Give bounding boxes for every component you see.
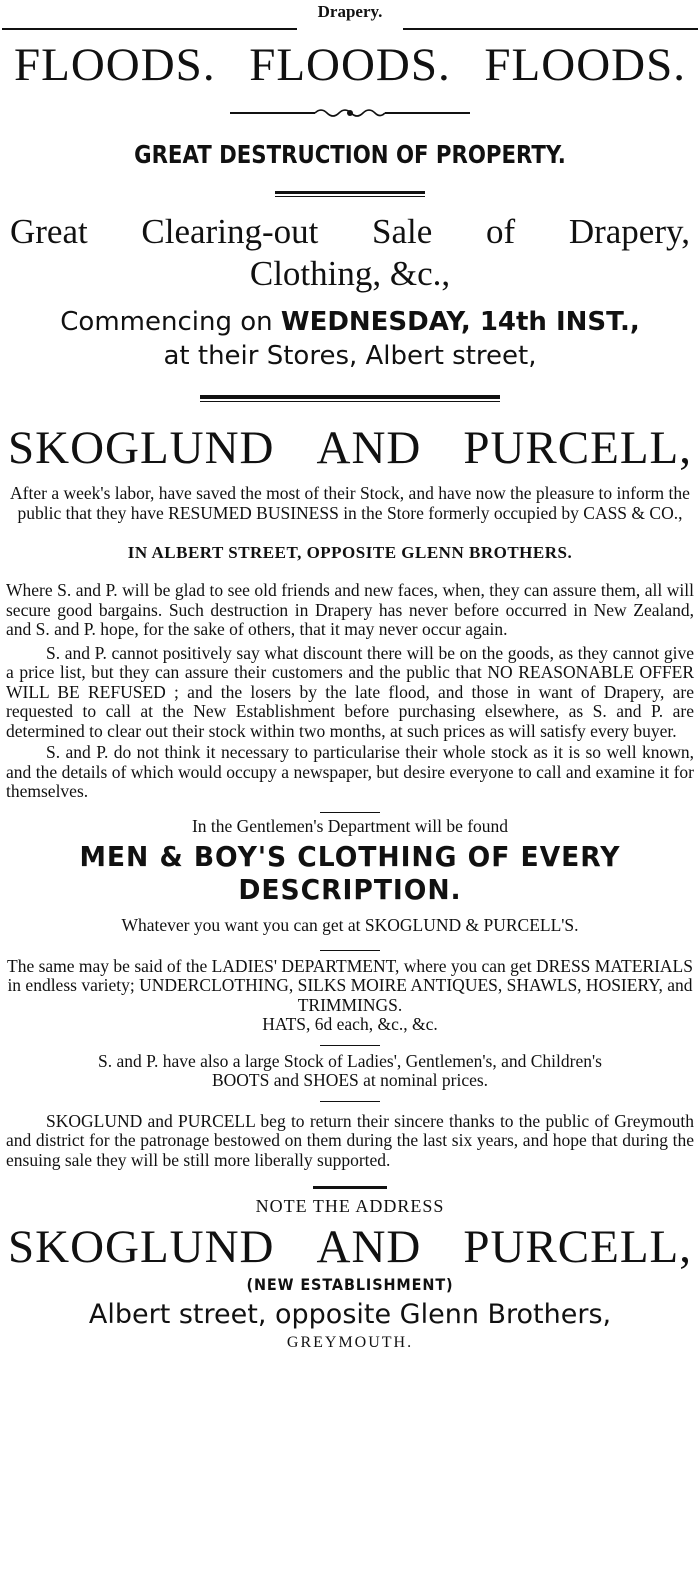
ladies-paragraph: The same may be said of the LADIES' DEPARTMENT, where you can get DRESS MATERIALS in endless variety; UNDERCLOTHING, SILKS MOIRE ANTIQUES, SHAWLS, HOSIERY, and TRIMMINGS.: [7, 955, 693, 1015]
firm-name-word: PURCELL,: [463, 1220, 692, 1273]
sale-title: [0, 211, 700, 295]
address-line: Albert street, opposite Glenn Brothers,: [88, 1298, 612, 1330]
paragraph-friends: Where S. and P. will be glad to see old friends and new faces, when, they can assure them, all will secure good bargains. Such destruction in Drapery has never before occurred in New Zealand, and S. and P. hope, for the sake of others, that it may never occur again.: [6, 580, 694, 639]
header-rule-left: [2, 28, 297, 30]
headline-floods: [0, 34, 700, 90]
section-label: Drapery.: [317, 2, 383, 21]
clothing-headline-line2: DESCRIPTION.: [238, 873, 462, 906]
sale-title-word: Clearing-out: [141, 212, 319, 251]
firm-name-word: SKOGLUND: [8, 422, 275, 474]
ornament-divider: [230, 106, 470, 120]
paragraph-stock: S. and P. do not think it necessary to particularise their whole stock as it is so well known, and the details of which would occupy a newspaper, but desire everyone to call and examine it for themselves.: [6, 742, 694, 801]
firm-name-word: PURCELL,: [463, 422, 692, 474]
commencing-notice: [0, 305, 700, 373]
headline-word: FLOODS.: [484, 39, 686, 91]
gents-intro: In the Gentlemen's Department will be found: [191, 815, 509, 836]
commencing-line2: at their Stores, Albert street,: [163, 341, 537, 371]
sale-title-word: Sale: [372, 212, 433, 251]
short-rule: [320, 1101, 380, 1102]
note-address: NOTE THE ADDRESS: [255, 1196, 445, 1216]
headline-word: FLOODS.: [249, 39, 451, 91]
headline-word: FLOODS.: [14, 39, 216, 91]
whatever-line: Whatever you want you can get at SKOGLUND & PURCELL'S.: [121, 915, 579, 935]
firm-name-word: AND: [316, 1220, 422, 1273]
paragraph-discount: S. and P. cannot positively say what discount there will be on the goods, as they cannot give a price list, but they can assure their customers and the public that NO REASONABLE OFFER WILL BE REFUSED ; and the losers by the late flood, and those in want of Drapery, are requested to call at the New Establishment before purchasing elsewhere, as S. and P. are determined to clear out their stock within two months, at such prices as will satisfy every buyer.: [6, 642, 694, 741]
subheadline: GREAT DESTRUCTION OF PROPERTY.: [134, 140, 566, 169]
double-rule: [275, 191, 425, 197]
clothing-headline-line1: MEN & BOY'S CLOTHING OF EVERY: [79, 840, 621, 873]
boots-line2: BOOTS and SHOES at nominal prices.: [211, 1070, 489, 1090]
clothing-headline: [18, 840, 683, 906]
new-establishment: (NEW ESTABLISHMENT): [246, 1274, 454, 1294]
hats-line: HATS, 6d each, &c., &c.: [262, 1014, 438, 1034]
firm-name-word: SKOGLUND: [8, 1220, 275, 1273]
section-header: [0, 0, 700, 34]
location-line: IN ALBERT STREET, OPPOSITE GLENN BROTHERS.: [127, 543, 573, 562]
commencing-date: WEDNESDAY, 14th INST.,: [280, 307, 640, 337]
sale-title-word: Drapery,: [568, 212, 690, 251]
firm-name-footer: [0, 1221, 700, 1273]
boots-line1: S. and P. have also a large Stock of Ladies', Gentlemen's, and Children's: [98, 1050, 602, 1071]
sale-title-word: Great: [10, 212, 88, 251]
thanks-paragraph: SKOGLUND and PURCELL beg to return their sincere thanks to the public of Greymouth and district for the patronage bestowed on them during the last six years, and hope that during the ensuing sale they will be still more liberally supported.: [6, 1110, 694, 1170]
short-rule: [320, 812, 380, 813]
commencing-prefix: Commencing on: [60, 307, 273, 337]
firm-name-word: AND: [316, 422, 422, 474]
sale-title-line2: Clothing, &c.,: [249, 254, 451, 293]
sale-title-word: of: [485, 212, 516, 251]
short-rule: [320, 950, 380, 951]
short-rule: [320, 1045, 380, 1046]
header-rule-right: [403, 28, 698, 30]
town: GREYMOUTH.: [286, 1333, 414, 1351]
firm-name: [0, 422, 700, 474]
intro-paragraph: After a week's labor, have saved the most of their Stock, and have now the pleasure to inform the public that they have RESUMED BUSINESS in the Store formerly occupied by CASS & CO.,: [10, 483, 690, 523]
double-rule: [200, 395, 500, 402]
short-rule-thick: [313, 1186, 387, 1189]
